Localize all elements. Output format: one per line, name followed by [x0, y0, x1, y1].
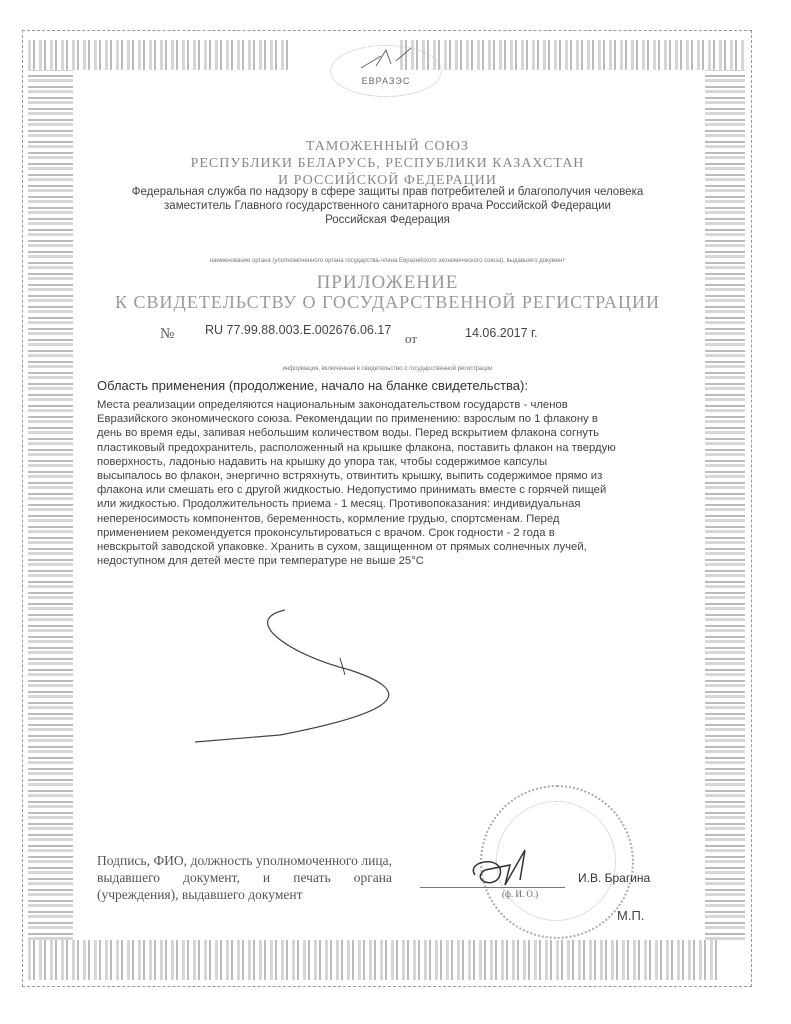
name-caption: (ф. И. О.) [502, 889, 539, 899]
header-position: заместитель Главного государственного санитарного врача Российской Федерации [164, 200, 611, 212]
caption-info: информация, включенная в свидетельство о государственной регистрации [282, 366, 493, 372]
signatory-name: И.В. Брагина [578, 871, 651, 885]
header-line-3: И РОССИЙСКОЙ ФЕДЕРАЦИИ [278, 173, 497, 188]
caption-issuer: наименование органа (уполномоченного органа государства-члена Евразийского экономического союза), выдавшего документ [209, 258, 566, 264]
header-agency: Федеральная служба по надзору в сфере защиты прав потребителей и благополучия человека [131, 186, 644, 198]
z-strike-line [180, 600, 470, 750]
certificate-date: 14.06.2017 г. [465, 326, 538, 340]
certificate-number: RU 77.99.88.003.Е.002676.06.17 [205, 323, 392, 337]
seal-label: М.П. [617, 908, 645, 923]
logo-emblem-icon [356, 46, 416, 71]
title-line-2: К СВИДЕТЕЛЬСТВУ О ГОСУДАРСТВЕННОЙ РЕГИСТРАЦИИ [115, 292, 660, 312]
logo-text: ЕВРАЗЭС [361, 76, 411, 86]
body-text: Места реализации определяются национальным законодательством государств - членов Евразийского экономического союза. Рекомендации по применению: взрослым по 1 флакону в день во время еды, запивая небольшим количеством воды. Перед вскрытием флакона согнуть пластиковый предохранитель, расположенный на крышке флакона, поставить флакон на твердую поверхность, ладонью надавить на крышку до упора так, чтобы содержимое капсулы высыпалось во флакон, энергично встряхнуть, отвинтить крышку, выпить содержимое прямо из флакона или смешать его с другой жидкостью. Недопустимо принимать вместе с горячей пищей или жидкостью. Продолжительность приема - 1 месяц. Противопоказания: индивидуальная непереносимость компонентов, беременность, кормление грудью, спортсменам. Перед применением рекомендуется проконсультироваться с врачом. Срок годности - 2 года в невскрытой заводской упаковке. Хранить в сухом, защищенном от прямых солнечных лучей, недоступном для детей месте при температуре не выше 25°С [97, 399, 616, 568]
number-label: № [160, 326, 175, 342]
signature-label: Подпись, ФИО, должность уполномоченного лица, выдавшего документ, и печать органа (учреждения), выдавшего документ [97, 853, 392, 902]
header-line-1: ТАМОЖЕННЫЙ СОЮЗ [305, 139, 470, 154]
header-country: Российская Федерация [325, 214, 450, 226]
title-line-1: ПРИЛОЖЕНИЕ [316, 272, 459, 293]
signature-line [420, 887, 565, 888]
date-label: от [405, 331, 418, 346]
logo [330, 45, 442, 97]
header-line-2: РЕСПУБЛИКИ БЕЛАРУСЬ, РЕСПУБЛИКИ КАЗАХСТАН [190, 156, 585, 171]
section-heading: Область применения (продолжение, начало на бланке свидетельства): [97, 378, 528, 393]
